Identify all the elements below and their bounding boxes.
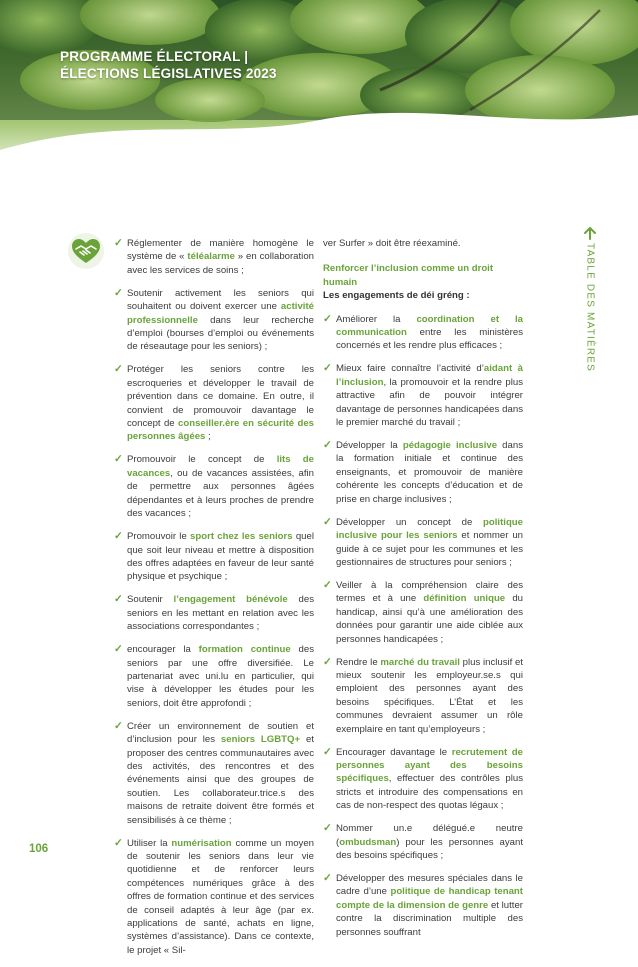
highlight-text: recrutement de personnes ayant des besoins spécifiques: [336, 746, 523, 785]
check-icon: ✓: [323, 362, 332, 375]
title-line-2: ÉLECTIONS LÉGISLATIVES 2023: [60, 66, 277, 81]
highlight-text: activité professionnelle: [127, 301, 314, 326]
item-text: Nommer un.e délégué.e neutre (: [336, 823, 523, 848]
check-icon: ✓: [114, 593, 123, 606]
item-text: dans leur recherche d’emploi (bourses d’emploi ou événements de réseautage pour les seniors) ;: [127, 314, 314, 353]
list-item: [114, 720, 314, 827]
list-item: [323, 746, 523, 813]
check-icon: ✓: [323, 515, 332, 528]
item-text: , ou de vacances assistées, afin de permettre aux personnes âgées dépendantes et à leurs proches de prendre des vacances ;: [127, 467, 314, 520]
highlight-text: aidant à l’inclusion: [336, 363, 523, 388]
item-text: , la promouvoir et la rendre plus attractive afin de pouvoir intégrer davantage de personnes handicapées dans le premier marché du travail ;: [336, 376, 523, 429]
item-text: Promouvoir le concept de: [127, 454, 277, 466]
list-item: [114, 530, 314, 584]
item-text: et lutter contre la discrimination multiple des personnes souffrant: [336, 899, 523, 938]
item-text: des seniors en les mettant en relation avec les associations correspondantes ;: [127, 594, 315, 633]
highlight-text: définition unique: [423, 593, 506, 605]
highlight-text: lits de vacances: [127, 454, 314, 479]
highlight-text: téléalarme: [187, 251, 235, 263]
list-item: [323, 579, 523, 646]
check-icon: ✓: [114, 836, 123, 849]
item-text: encourager la: [127, 644, 199, 656]
item-text: et proposer des centres communautaires avec des activités, des rencontres et des événements ainsi que des groupes de soutien. Les collaborateur.trice.s des maisons de retraite doivent être formés et sensibilisés à ce thème ;: [127, 734, 314, 826]
list-item: [323, 656, 523, 736]
check-icon: ✓: [323, 312, 332, 325]
page-number: 106: [29, 843, 49, 855]
item-text: et nommer un guide à ce sujet pour les communes et les gestionnaires de structures pour seniors ;: [336, 530, 523, 568]
foliage-image: [0, 0, 638, 178]
list-item: [323, 362, 523, 429]
check-icon: ✓: [114, 363, 123, 376]
item-text: dans la formation initiale et continue des enseignants, et promouvoir de manière cohérente les concepts d’éducation et de prise en charge inclusives ;: [336, 440, 523, 505]
commitments-list: [323, 313, 523, 939]
check-icon: ✓: [323, 872, 332, 884]
highlight-text: l’engagement bénévole: [173, 594, 288, 606]
item-text: Encourager davantage le: [336, 746, 452, 758]
item-text: Rendre le: [336, 656, 381, 668]
item-text: Soutenir: [127, 594, 174, 606]
highlight-text: seniors LGBTQ+: [220, 734, 301, 746]
item-text: des seniors par une offre diversifiée. Le partenariat avec uni.lu en particulier, qui vise à développer les études pour les seniors, doit être approfondi ;: [127, 644, 314, 709]
list-item: [323, 439, 523, 506]
item-text: Promouvoir le: [127, 531, 191, 543]
arrow-up-icon: [583, 226, 597, 240]
list-item: [114, 363, 314, 443]
check-icon: ✓: [114, 643, 123, 656]
list-item: [114, 287, 314, 354]
toc-label: TABLE DES MATIÈRES: [584, 243, 596, 373]
item-text: Réglementer de manière homogène le système de «: [127, 238, 314, 263]
item-text: comme un moyen de soutenir les seniors dans leur vie quotidienne et de renforcer leurs compétences numériques grâce à des offres de formation continue et des services de conseil adaptés à leur âge (par ex. applications de santé, achats en ligne, systèmes d’assistance). Dans ce contexte, le projet « Sil-: [127, 837, 314, 956]
item-text: Développer la: [336, 440, 403, 452]
item-text: plus inclusif et mieux soutenir les employeur.se.s qui emploient des personnes ayant des besoins spécifiques. L’État et les communes devraient assumer un rôle exemplaire en tant qu’employeurs ;: [336, 656, 524, 735]
list-item: [323, 822, 523, 862]
item-text: Veiller à la compréhension claire des termes et à une: [336, 579, 523, 605]
section-subtitle: Les engagements de déi gréng :: [323, 290, 470, 302]
list-item: [114, 453, 314, 520]
check-icon: ✓: [114, 719, 123, 732]
item-text: Soutenir activement les seniors qui souhaitent ou doivent exercer une: [127, 287, 314, 313]
item-text: ) pour les personnes ayant des besoins spécifiques ;: [336, 836, 523, 861]
item-text: Améliorer la: [336, 313, 417, 325]
right-column: [323, 237, 523, 949]
list-item: [114, 643, 314, 710]
continuation-text: ver Surfer » doit être réexaminé.: [323, 238, 461, 249]
highlight-text: ombudsman: [339, 836, 397, 848]
check-icon: ✓: [323, 439, 332, 452]
item-text: , effectuer des contrôles plus stricts et introduire des compensations en cas de non-respect des quotas légaux ;: [336, 773, 523, 812]
check-icon: ✓: [114, 237, 123, 249]
handshake-heart-icon: [67, 232, 105, 270]
check-icon: ✓: [323, 578, 332, 591]
list-item: [114, 593, 314, 633]
check-icon: ✓: [114, 530, 123, 543]
highlight-text: politique inclusive pour les seniors: [336, 516, 523, 542]
highlight-text: politique de handicap tenant compte de la dimension de genre: [336, 886, 523, 911]
item-text: entre les ministères concernés et les rendre plus efficaces ;: [336, 327, 523, 352]
highlight-text: formation continue: [198, 644, 291, 656]
list-item: [114, 837, 314, 958]
title-line-1: PROGRAMME ÉLECTORAL |: [60, 49, 249, 64]
list-item: [323, 872, 523, 939]
highlight-text: numérisation: [171, 837, 232, 849]
list-item: [323, 313, 523, 353]
item-text: Développer des mesures spéciales dans le cadre d’une: [336, 873, 523, 898]
item-text: Utiliser la: [127, 837, 172, 849]
highlight-text: marché du travail: [380, 656, 460, 668]
document-title: [60, 48, 277, 82]
highlight-text: coordination et la communication: [336, 313, 523, 339]
section-title: Renforcer l’inclusion comme un droit humain: [323, 263, 494, 288]
check-icon: ✓: [323, 655, 332, 668]
highlight-text: sport chez les seniors: [190, 531, 293, 543]
highlight-text: conseiller.ère en sécurité des personnes âgées: [127, 418, 315, 443]
check-icon: ✓: [323, 745, 332, 758]
list-item: [114, 237, 314, 277]
header-banner: [0, 0, 638, 178]
table-of-contents-link[interactable]: [580, 226, 600, 372]
item-text: Créer un environnement de soutien et d’inclusion pour les: [127, 720, 314, 746]
item-text: Protéger les seniors contre les escroqueries et développer le travail de prévention dans ce domaine. En outre, il convient de promouvoir davantage le concept de: [127, 364, 314, 430]
list-item: [323, 516, 523, 570]
check-icon: ✓: [114, 286, 123, 299]
highlight-text: pédagogie inclusive: [402, 440, 498, 452]
item-text: ;: [205, 431, 211, 443]
item-text: Mieux faire connaître l’activité d’: [336, 363, 484, 375]
item-text: Développer un concept de: [336, 516, 484, 528]
check-icon: ✓: [323, 822, 332, 835]
check-icon: ✓: [114, 453, 123, 466]
item-text: quel que soit leur niveau et mettre à disposition des offres adaptées en faveur de leur santé physique et psychique ;: [127, 531, 314, 583]
item-text: du handicap, ainsi qu’à une amélioration des données pour garantir une aide ciblée aux personnes handicapées ;: [336, 593, 523, 645]
item-text: » en collaboration avec les services de soins ;: [127, 251, 314, 276]
left-column: [114, 237, 314, 967]
